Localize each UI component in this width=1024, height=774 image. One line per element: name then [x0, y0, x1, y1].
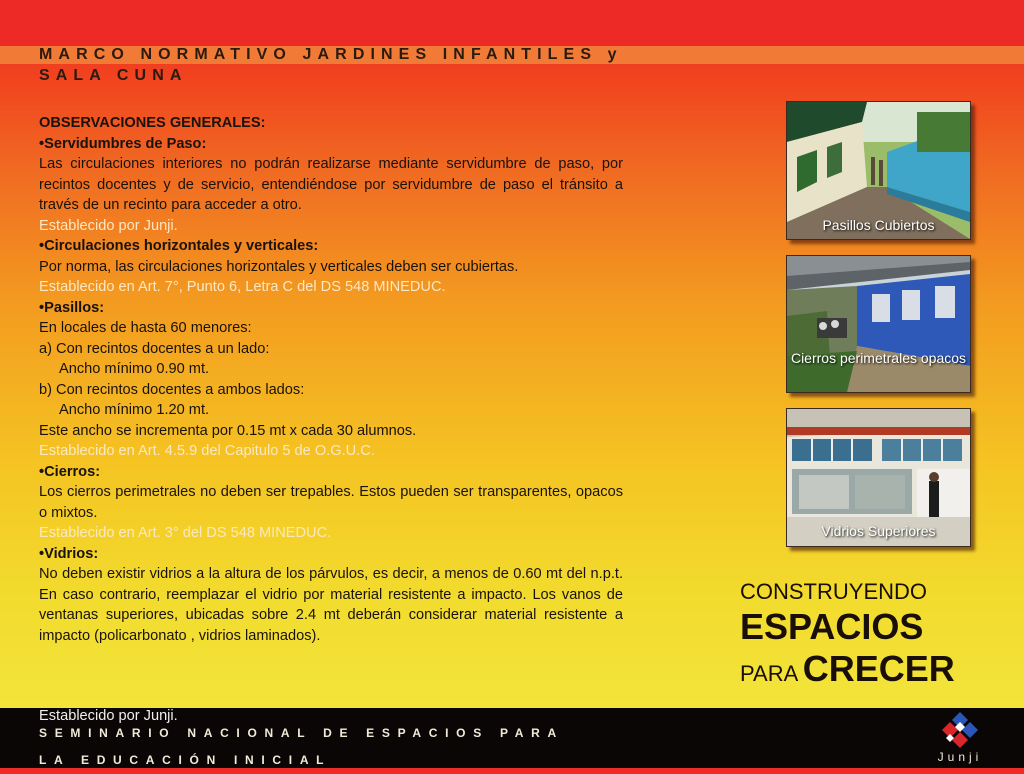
photo-caption: Pasillos Cubiertos: [822, 217, 935, 233]
section-body-circulaciones: Por norma, las circulaciones horizontales y verticales deben ser cubiertas.: [39, 258, 519, 275]
slogan-line-3a: PARA: [740, 661, 799, 686]
top-bar: [0, 0, 1024, 46]
section-source-circulaciones: Establecido en Art. 7°, Punto 6, Letra C del DS 548 MINEDUC.: [39, 279, 446, 295]
photo-caption: Cierros perimetrales opacos: [790, 350, 967, 366]
section-heading-cierros: •Cierros:: [39, 463, 101, 480]
photo-vidrios-superiores: [786, 408, 971, 547]
pasillos-line: Ancho mínimo 0.90 mt.: [59, 361, 210, 377]
pasillos-line: En locales de hasta 60 menores:: [39, 320, 252, 336]
section-source-pasillos: Establecido en Art. 4.5.9 del Capitulo 5 de O.G.U.C.: [39, 443, 375, 459]
section-source-vidrios: Establecido por Junji.: [39, 708, 178, 724]
section-source-servidumbres: Establecido por Junji.: [39, 217, 178, 234]
pasillos-line: b) Con recintos docentes a ambos lados:: [39, 381, 305, 398]
section-heading-pasillos: •Pasillos:: [39, 299, 105, 316]
section-heading-general: OBSERVACIONES GENERALES:: [39, 115, 266, 131]
section-heading-circulaciones: •Circulaciones horizontales y verticales:: [39, 238, 319, 254]
slogan-line-2: ESPACIOS: [740, 606, 924, 647]
section-heading-vidrios: •Vidrios:: [39, 545, 99, 562]
section-body-servidumbres: Las circulaciones interiores no podrán realizarse mediante servidumbre de paso, por recintos docentes y de servicio, entendiéndose por servidumbre de paso el tránsito a través de un recinto para acceder a otro.: [39, 156, 623, 213]
section-body-vidrios: No deben existir vidrios a la altura de los párvulos, es decir, a menos de 0.60 mt del n.p.t. En caso contrario, reemplazar el vidrio por material resistente a impacto. Los vanos de ventanas superiores, ubicadas sobre 2.4 mt deberán considerar material resistente a impacto (policarbonato , vidrios laminados).: [39, 566, 623, 644]
photo-cierros-perimetrales: [786, 255, 971, 393]
junji-logo-icon: [938, 710, 982, 752]
brand-slogan: [740, 578, 955, 690]
slide-title: MARCO NORMATIVO JARDINES INFANTILES y SALA CUNA: [39, 46, 623, 84]
pasillos-line: Este ancho se incrementa por 0.15 mt x cada 30 alumnos.: [39, 422, 417, 439]
photo-caption: Vidrios Superiores: [821, 523, 936, 539]
footer-seminar-title: SEMINARIO NACIONAL DE ESPACIOS PARA LA EDUCACIÓN INICIAL: [39, 726, 564, 767]
slide-content: [39, 113, 623, 646]
pasillos-line: a) Con recintos docentes a un lado:: [39, 340, 270, 357]
slogan-line-1: CONSTRUYENDO: [740, 579, 928, 604]
section-source-cierros: Establecido en Art. 3° del DS 548 MINEDUC.: [39, 525, 332, 541]
section-heading-servidumbres: •Servidumbres de Paso:: [39, 135, 207, 152]
logo-label: Junji: [937, 750, 983, 764]
photo-pasillos-cubiertos: [786, 101, 971, 240]
junji-logo: [934, 710, 986, 768]
slogan-line-3b: CRECER: [802, 648, 955, 689]
section-body-cierros: Los cierros perimetrales no deben ser trepables. Estos pueden ser transparentes, opacos o mixtos.: [39, 484, 623, 521]
pasillos-line: Ancho mínimo 1.20 mt.: [59, 402, 210, 418]
